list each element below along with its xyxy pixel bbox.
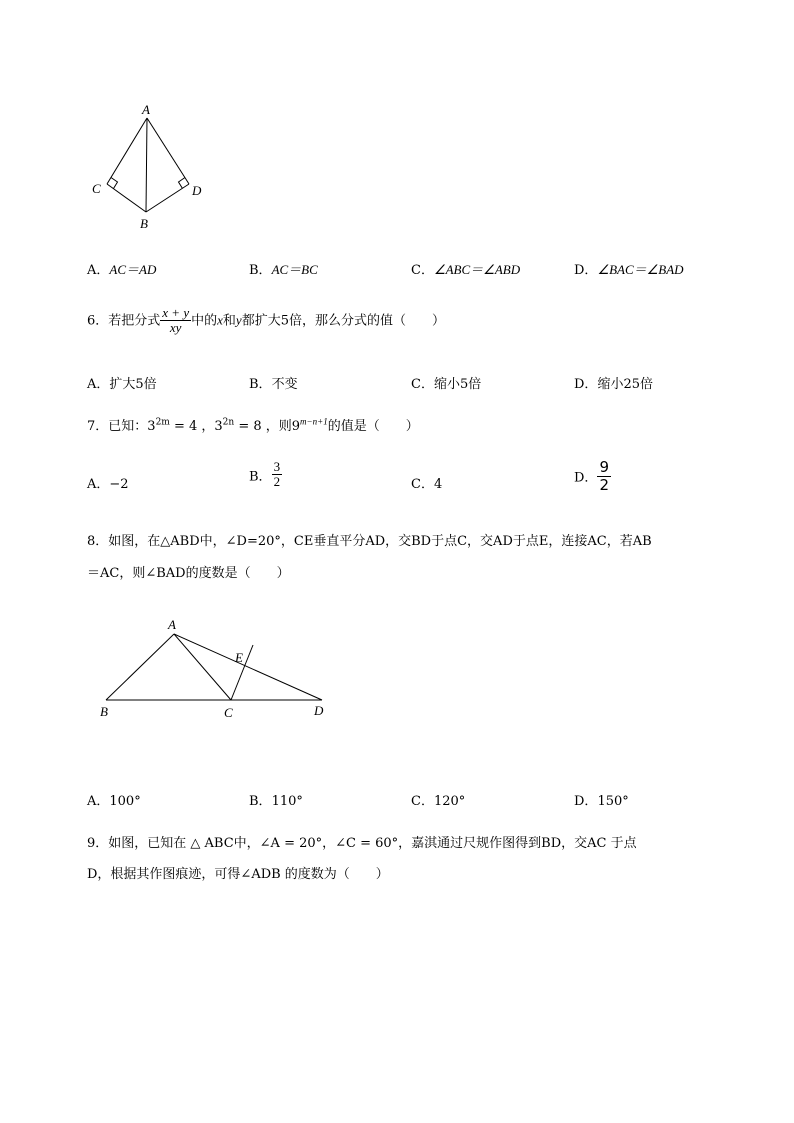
- segment-cb: [107, 184, 146, 212]
- segment-ad: [174, 634, 322, 700]
- q8-stem-line1: 8．如图，在△ABD中，∠D=20°，CE垂直平分AD，交BD于点C，交AD于点E，连接AC，若AB: [87, 534, 652, 549]
- segment-ab: [106, 634, 174, 700]
- q8-stem-line2: ＝AC，则∠BAD的度数是（ ）: [87, 566, 290, 581]
- label-e: E: [235, 650, 243, 665]
- q7-option-b[interactable]: B． $\frac{3}{2}$: [249, 459, 281, 490]
- label-a: A: [142, 102, 150, 117]
- label-b: B: [140, 216, 148, 231]
- segment-ab: [146, 118, 147, 212]
- label-d: D: [192, 183, 202, 198]
- q6-fraction: $\frac{x + y}{xy}$: [162, 305, 190, 336]
- q8-option-d[interactable]: D．150°: [574, 794, 629, 809]
- q6-option-c[interactable]: C．缩小5倍: [411, 377, 482, 392]
- label-b: B: [100, 704, 108, 719]
- label-d: D: [314, 703, 324, 718]
- q5-option-a[interactable]: A．AC＝AD: [87, 262, 157, 278]
- segment-ad: [147, 118, 189, 184]
- q9-stem-line2: D，根据其作图痕迹，可得∠ADB 的度数为（ ）: [87, 867, 389, 882]
- q6-option-d[interactable]: D．缩小25倍: [574, 377, 653, 392]
- q5-option-d[interactable]: D．∠BAC＝∠BAD: [574, 262, 684, 278]
- q5-option-c[interactable]: C．∠ABC＝∠ABD: [411, 262, 521, 278]
- right-angle-mark-c: [111, 178, 118, 189]
- q6-stem: 6．若把分式 $\frac{x + y}{xy}$ 中的x和y都扩大5倍，那么分式的值（ ）: [87, 305, 445, 336]
- figure-triangle-abd: [96, 612, 336, 724]
- label-a: A: [168, 617, 176, 632]
- segment-ac: [107, 118, 147, 184]
- q9-stem-line1: 9．如图，已知在 △ ABC中，∠A = 20°，∠C = 60°，嘉淇通过尺规作图得到BD，交AC 于点: [87, 836, 637, 851]
- q7-option-a[interactable]: A．−2: [87, 477, 129, 492]
- q8-option-b[interactable]: B．110°: [249, 794, 303, 809]
- q6-option-b[interactable]: B．不变: [249, 377, 298, 392]
- q7-option-c[interactable]: C．4: [411, 477, 443, 492]
- q5-option-b[interactable]: B．AC＝BC: [249, 262, 318, 278]
- q7-option-d[interactable]: D． $\frac{9}{2}$: [574, 458, 609, 494]
- label-c: C: [92, 181, 101, 196]
- q8-option-a[interactable]: A．100°: [87, 794, 141, 809]
- segment-ac: [174, 634, 231, 700]
- q8-option-c[interactable]: C．120°: [411, 794, 466, 809]
- figure-kite: [80, 98, 220, 238]
- q7-stem: 7．已知：$3^{2m} = 4$ ，$3^{2n} = 8$ ，则$9^{m-n+1}$的值是（ ）: [87, 416, 419, 434]
- q6-option-a[interactable]: A．扩大5倍: [87, 377, 157, 392]
- label-c: C: [224, 705, 233, 720]
